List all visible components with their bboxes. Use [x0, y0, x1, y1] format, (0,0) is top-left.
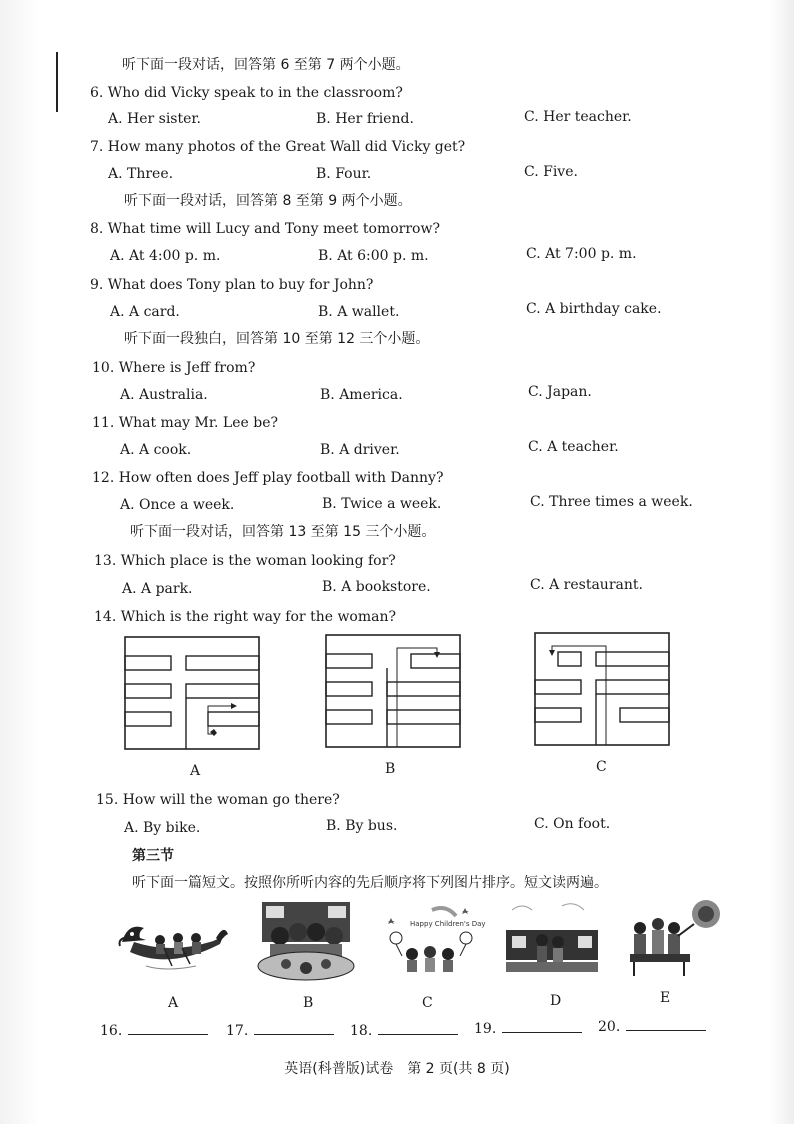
- q12-option-a: A. Once a week.: [120, 497, 235, 513]
- blank-number-16: 16.: [100, 1023, 123, 1039]
- answer-blank-20[interactable]: [598, 1018, 706, 1035]
- question-8: 8. What time will Lucy and Tony meet tomorrow?: [90, 221, 440, 237]
- blank-number-19: 19.: [474, 1021, 497, 1037]
- q13-option-c: C. A restaurant.: [530, 577, 643, 593]
- picture-c-childrens-day: [382, 904, 486, 982]
- q15-option-c: C. On foot.: [534, 816, 611, 832]
- question-7: 7. How many photos of the Great Wall did Vicky get?: [90, 139, 466, 155]
- route-map-a: [124, 636, 260, 750]
- listening-intro-13-15: 听下面一段对话，回答第 13 至第 15 三个小题。: [130, 524, 436, 540]
- picture-a-dragon-boat: [116, 908, 232, 980]
- answer-blank-16[interactable]: [100, 1022, 208, 1039]
- q15-option-a: A. By bike.: [124, 820, 201, 836]
- map-label-a: A: [190, 763, 201, 779]
- q11-option-b: B. A driver.: [320, 442, 400, 458]
- q13-option-b: B. A bookstore.: [322, 579, 431, 595]
- picture-label-c: C: [422, 995, 433, 1011]
- question-12: 12. How often does Jeff play football with Danny?: [92, 470, 444, 486]
- q6-option-a: A. Her sister.: [108, 111, 202, 127]
- section-3-instruction: 听下面一篇短文。按照你所听内容的先后顺序将下列图片排序。短文读两遍。: [132, 875, 608, 891]
- q10-option-b: B. America.: [320, 387, 403, 403]
- q9-option-a: A. A card.: [110, 304, 180, 320]
- answer-blank-17[interactable]: [226, 1022, 334, 1039]
- question-9: 9. What does Tony plan to buy for John?: [90, 277, 374, 293]
- question-15: 15. How will the woman go there?: [96, 792, 340, 808]
- page-footer: 英语(科普版)试卷 第 2 页(共 8 页): [284, 1061, 510, 1077]
- q10-option-c: C. Japan.: [528, 384, 592, 400]
- q7-option-b: B. Four.: [316, 166, 372, 182]
- q7-option-a: A. Three.: [108, 166, 174, 182]
- picture-label-a: A: [168, 995, 179, 1011]
- blank-number-20: 20.: [598, 1019, 621, 1035]
- blank-number-18: 18.: [350, 1023, 373, 1039]
- question-6: 6. Who did Vicky speak to in the classroom?: [90, 85, 403, 101]
- q8-option-b: B. At 6:00 p. m.: [318, 248, 429, 264]
- map-label-c: C: [596, 759, 607, 775]
- route-map-c: [534, 632, 670, 746]
- answer-blank-19[interactable]: [474, 1020, 582, 1037]
- question-11: 11. What may Mr. Lee be?: [92, 415, 278, 431]
- q11-option-a: A. A cook.: [120, 442, 192, 458]
- picture-d-street-scene: [502, 900, 602, 980]
- q6-option-b: B. Her friend.: [316, 111, 414, 127]
- q6-option-c: C. Her teacher.: [524, 109, 632, 125]
- listening-intro-10-12: 听下面一段独白，回答第 10 至第 12 三个小题。: [124, 331, 430, 347]
- route-map-b: [325, 634, 461, 748]
- binding-margin-line: [56, 52, 58, 112]
- question-14: 14. Which is the right way for the woman?: [94, 609, 396, 625]
- listening-intro-8-9: 听下面一段对话，回答第 8 至第 9 两个小题。: [124, 193, 412, 209]
- q10-option-a: A. Australia.: [120, 387, 208, 403]
- picture-label-d: D: [550, 993, 562, 1009]
- q11-option-c: C. A teacher.: [528, 439, 619, 455]
- answer-blank-18[interactable]: [350, 1022, 458, 1039]
- picture-label-e: E: [660, 990, 671, 1006]
- q15-option-b: B. By bus.: [326, 818, 398, 834]
- childrens-day-text: Happy Children's Day: [410, 920, 486, 928]
- q8-option-a: A. At 4:00 p. m.: [110, 248, 221, 264]
- picture-e-fireworks: [624, 898, 724, 978]
- q8-option-c: C. At 7:00 p. m.: [526, 246, 637, 262]
- blank-number-17: 17.: [226, 1023, 249, 1039]
- question-13: 13. Which place is the woman looking for?: [94, 553, 396, 569]
- listening-intro-6-7: 听下面一段对话，回答第 6 至第 7 两个小题。: [122, 57, 410, 73]
- question-10: 10. Where is Jeff from?: [92, 360, 256, 376]
- q12-option-c: C. Three times a week.: [530, 494, 693, 510]
- q7-option-c: C. Five.: [524, 164, 578, 180]
- map-label-b: B: [385, 761, 396, 777]
- q9-option-b: B. A wallet.: [318, 304, 400, 320]
- picture-label-b: B: [303, 995, 314, 1011]
- q12-option-b: B. Twice a week.: [322, 496, 442, 512]
- section-3-title: 第三节: [132, 848, 174, 864]
- q13-option-a: A. A park.: [122, 581, 193, 597]
- q9-option-c: C. A birthday cake.: [526, 301, 662, 317]
- picture-b-family-dinner: [256, 900, 356, 982]
